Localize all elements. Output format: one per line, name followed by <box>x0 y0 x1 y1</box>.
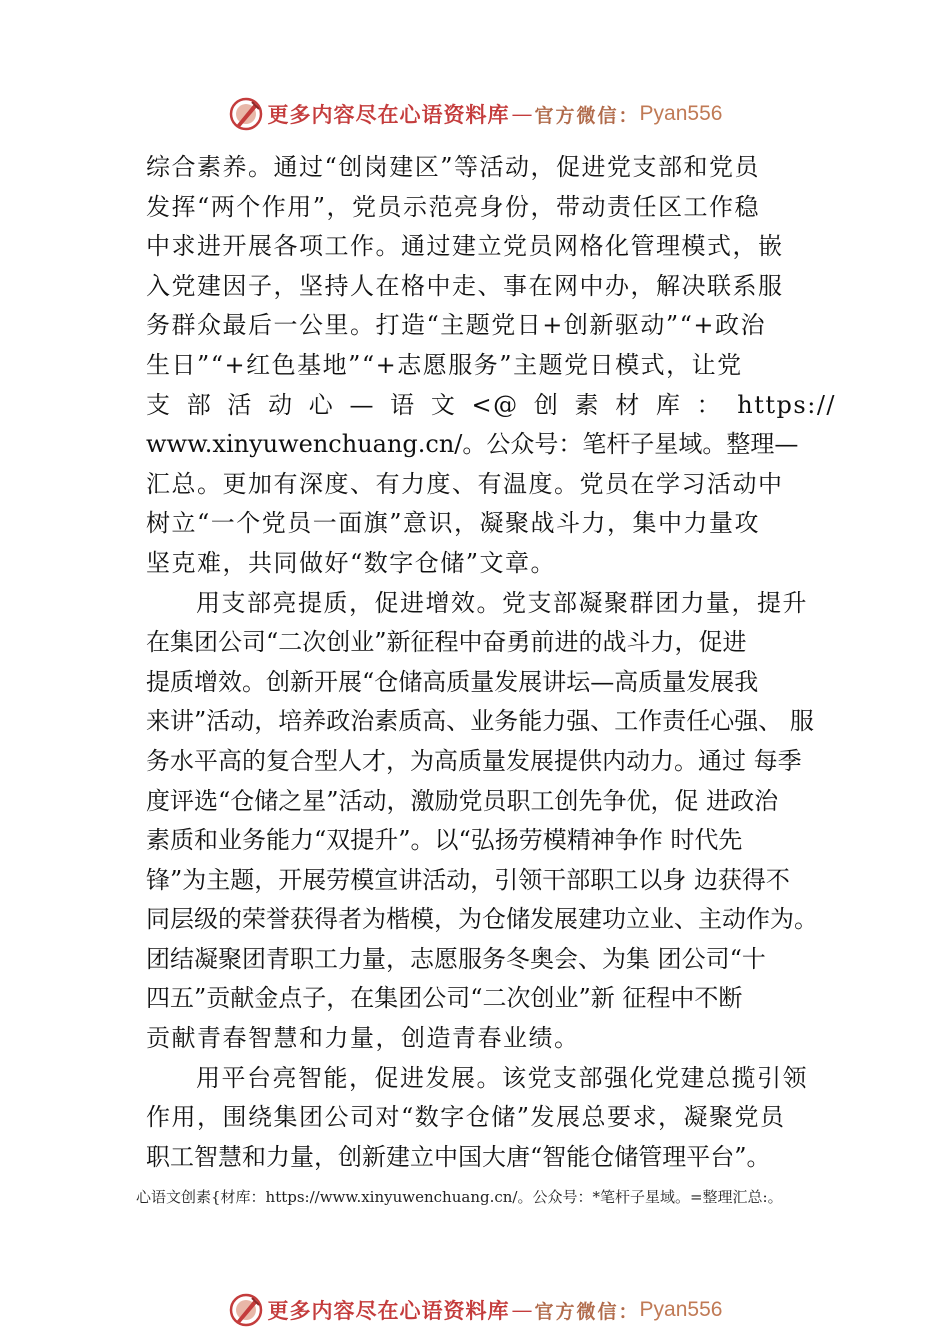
footer-banner <box>0 1290 950 1330</box>
banner-dash: — <box>511 102 533 126</box>
text-line: 坚克难，共同做好“数字仓储”文章。 <box>146 548 557 577</box>
text-line: 四五”贡献金点子，在集团公司“二次创业”新 征程中不断 <box>146 984 743 1013</box>
text-line: 支部活动心—语文<@创素材库：https:// <box>146 390 836 419</box>
text-line: 提质增效。创新开展“仓储高质量发展讲坛—高质量发展我 <box>146 667 759 696</box>
banner-wechat-label: 官方微信： <box>534 104 640 127</box>
text-line: 作用，围绕集团公司对“数字仓储”发展总要求，凝聚党员 <box>146 1103 786 1132</box>
text-line: 度评选“仓储之星”活动，激励党员职工创先争优，促 进政治 <box>146 786 779 815</box>
text-line: 锋”为主题，开展劳模宣讲活动，引领干部职工以身 边获得不 <box>146 865 790 894</box>
text-line: 素质和业务能力“双提升”。以“弘扬劳模精神争作 时代先 <box>146 826 743 855</box>
text-line: 务水平高的复合型人才，为高质量发展提供内动力。通过 每季 <box>146 746 802 775</box>
text-line: 在集团公司“二次创业”新征程中奋勇前进的战斗力，促进 <box>146 628 747 657</box>
text-line: 生日”“+红色基地”“+志愿服务”主题党日模式，让党 <box>146 350 743 379</box>
text-line: 汇总。更加有深度、有力度、有温度。党员在学习活动中 <box>146 469 784 498</box>
document-body <box>146 148 836 1177</box>
banner-title: 更多内容尽在心语资料库 <box>267 1298 510 1323</box>
text-line: 入党建因子，坚持人在格中走、事在网中办，解决联系服 <box>146 271 784 300</box>
banner-dash: — <box>511 1298 533 1322</box>
text-line: 贡献青春智慧和力量，创造青春业绩。 <box>146 1024 580 1053</box>
quill-seal-logo-icon <box>228 1292 264 1328</box>
text-line: 综合素养。通过“创岗建区”等活动，促进党支部和党员 <box>146 153 761 181</box>
banner-wechat-label: 官方微信： <box>534 1300 640 1323</box>
footer-watermark-text: 心语文创素{材库：https://www.xinyuwenchuang.cn/。公众号：*笔杆子星域。=整理汇总:。 <box>136 1188 783 1206</box>
banner-wechat-id: Pyan556 <box>639 1298 723 1321</box>
header-banner <box>0 94 950 134</box>
text-line: 务群众最后一公里。打造“主题党日+创新驱动”“+政治 <box>146 311 767 340</box>
text-line: 同层级的荣誉获得者为楷模，为仓储发展建功立业、主动作为。 <box>146 905 818 934</box>
paragraph-1 <box>146 148 836 584</box>
text-line: 发挥“两个作用”，党员示范亮身份，带动责任区工作稳 <box>146 192 761 221</box>
text-line: 团结凝聚团青职工力量，志愿服务冬奥会、为集 团公司“十 <box>146 944 766 973</box>
text-line: 来讲”活动，培养政治素质高、业务能力强、工作责任心强、 服 <box>146 707 814 736</box>
quill-seal-logo-icon <box>228 96 264 132</box>
text-line: www.xinyuwenchuang.cn/。公众号：笔杆子星域。整理— <box>146 430 799 459</box>
paragraph-2 <box>146 584 836 1059</box>
paragraph-3 <box>146 1059 836 1178</box>
text-line: 用平台亮智能，促进发展。该党支部强化党建总揽引领 <box>196 1063 808 1092</box>
text-line: 职工智慧和力量，创新建立中国大唐“智能仓储管理平台”。 <box>146 1142 771 1171</box>
text-line: 树立“一个党员一面旗”意识，凝聚战斗力，集中力量攻 <box>146 509 761 538</box>
banner-title: 更多内容尽在心语资料库 <box>267 102 510 127</box>
text-line: 中求进开展各项工作。通过建立党员网格化管理模式，嵌 <box>146 232 784 261</box>
banner-wechat-id: Pyan556 <box>639 102 723 125</box>
text-line: 用支部亮提质，促进增效。党支部凝聚群团力量，提升 <box>196 588 808 617</box>
